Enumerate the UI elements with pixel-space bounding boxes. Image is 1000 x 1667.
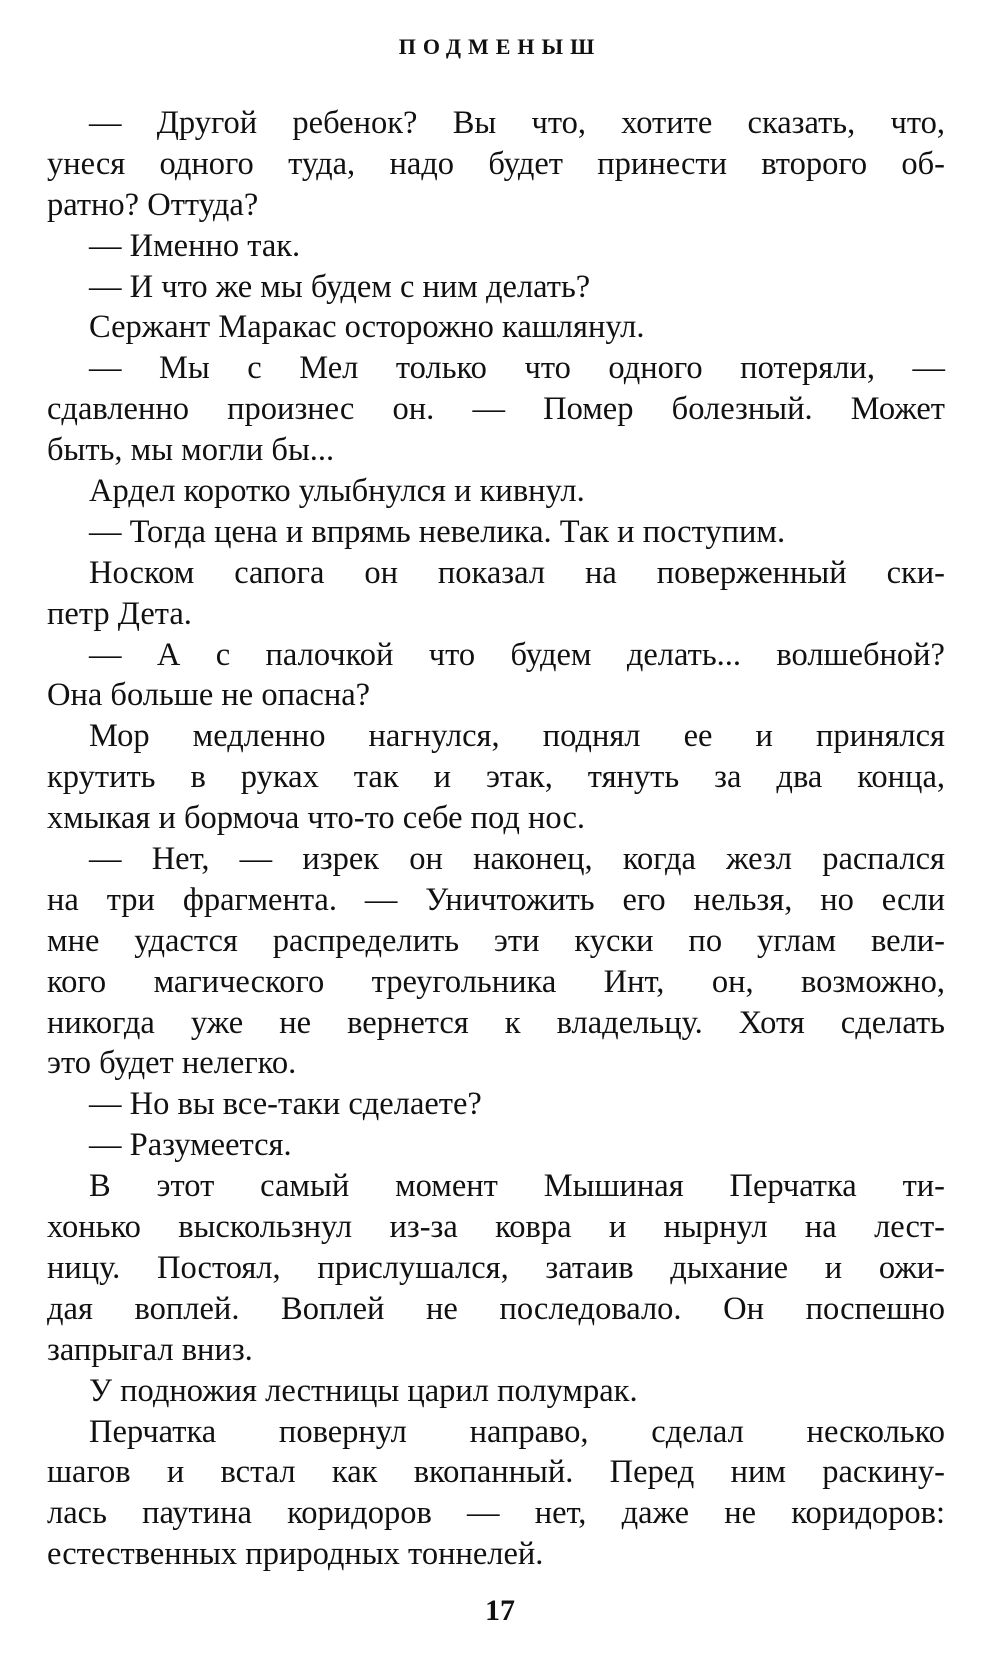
text-line: Ардел коротко улыбнулся и кивнул. (89, 473, 585, 510)
text-line: У подножия лестницы царил полумрак. (89, 1372, 638, 1409)
text-line: хонько выскользнул из-за ковра и нырнул на лест- (47, 1209, 945, 1246)
text-line: — Именно так. (89, 227, 301, 264)
text-line: на три фрагмента. — Уничтожить его нельзя, но если (47, 881, 945, 918)
text-line: — Разумеется. (89, 1127, 292, 1164)
text-line: — И что же мы будем с ним делать? (89, 268, 591, 305)
text-line: Носком сапога он показал на поверженный ски- (89, 554, 945, 591)
running-head: ПОДМЕНЫШ (398, 34, 602, 59)
text-line: сдавленно произнес он. — Помер болезный. Может (47, 391, 945, 428)
text-line: ратно? Оттуда? (47, 186, 259, 223)
text-line: лась паутина коридоров — нет, даже не коридоров: (47, 1495, 945, 1532)
text-line: дая воплей. Воплей не последовало. Он поспешно (47, 1290, 945, 1327)
text-line: — Мы с Мел только что одного потеряли, — (89, 350, 945, 387)
text-line: Перчатка повернул направо, сделал несколько (89, 1413, 945, 1450)
text-line: — А с палочкой что будем делать... волшебной? (89, 636, 945, 673)
text-line: быть, мы могли бы... (47, 432, 335, 469)
text-line: петр Дета. (47, 595, 192, 632)
text-line: запрыгал вниз. (47, 1331, 253, 1368)
text-line: ницу. Постоял, прислушался, затаив дыхание и ожи- (47, 1249, 945, 1286)
text-line: В этот самый момент Мышиная Перчатка ти- (89, 1168, 945, 1205)
text-line: кого магического треугольника Инт, он, возможно, (47, 963, 945, 1000)
text-line: мне удастся распределить эти куски по углам вели- (47, 922, 945, 959)
text-line: естественных природных тоннелей. (47, 1536, 544, 1573)
text-line: — Тогда цена и впрямь невелика. Так и поступим. (89, 513, 786, 550)
text-line: шагов и встал как вкопанный. Перед ним раскину- (47, 1454, 945, 1491)
text-line: Она больше не опасна? (47, 677, 371, 714)
text-line: унеся одного туда, надо будет принести второго об- (47, 145, 945, 182)
text-line: крутить в руках так и этак, тянуть за два конца, (47, 759, 945, 796)
text-line: — Другой ребенок? Вы что, хотите сказать, что, (89, 105, 945, 141)
body-text (47, 103, 945, 1575)
text-line: — Но вы все-таки сделаете? (89, 1086, 482, 1123)
text-line: хмыкая и бормоча что-то себе под нос. (47, 800, 585, 837)
text-line: это будет нелегко. (47, 1045, 297, 1082)
text-line: Сержант Маракас осторожно кашлянул. (89, 309, 645, 346)
text-line: никогда уже не вернется к владельцу. Хотя сделать (47, 1004, 945, 1041)
page-number: 17 (485, 1594, 515, 1627)
text-line: — Нет, — изрек он наконец, когда жезл распался (89, 841, 945, 878)
text-line: Мор медленно нагнулся, поднял ее и принялся (89, 718, 945, 755)
